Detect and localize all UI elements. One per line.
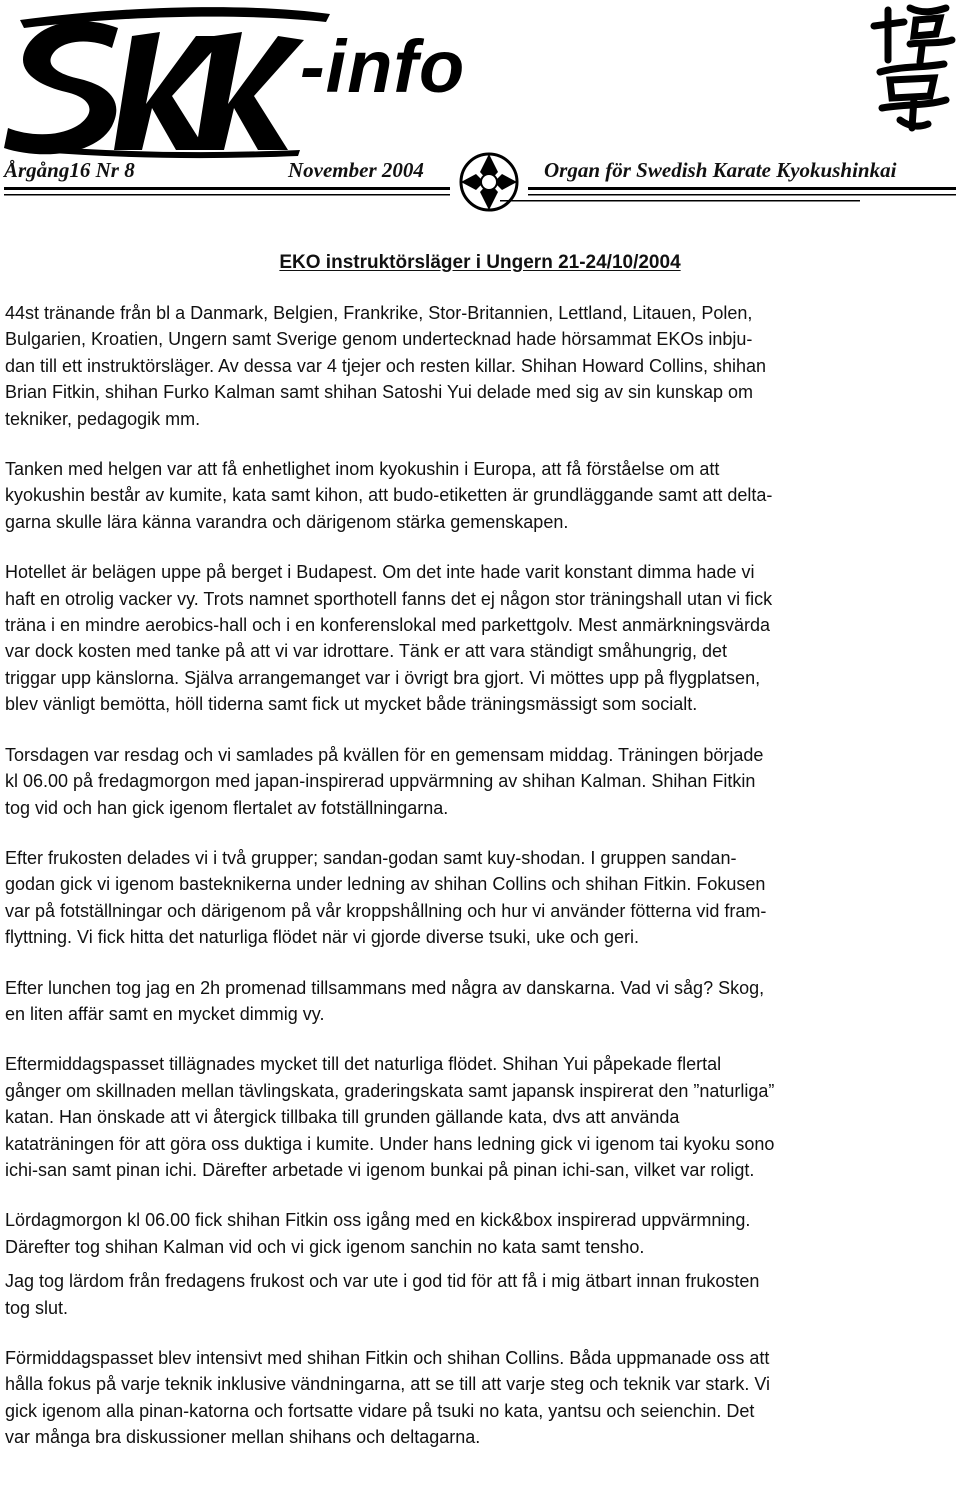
paragraph-line: 44st tränande från bl a Danmark, Belgien, Frankrike, Stor-Britannien, Lettland, Litauen, Polen, [5, 303, 753, 323]
paragraph-line: Efter frukosten delades vi i två grupper; sandan-godan samt kuy-shodan. I gruppen sandan- [5, 847, 737, 868]
paragraph-line: tekniker, pedagogik mm. [5, 408, 201, 429]
paragraph-line: var dock kosten med tanke på att vi var idrottare. Tänk er att vara ständigt småhungrig, det [5, 641, 728, 662]
paragraph-line: kataträningen för att göra oss duktiga i kumite. Under hans ledning gick vi igenom tai kyoku sono [5, 1133, 775, 1154]
paragraph-line: garna skulle lära känna varandra och därigenom stärka gemenskapen. [5, 511, 569, 532]
paragraph-line: var på fotställningar och därigenom på vår kroppshållning och hur vi använder fötterna vid fram- [5, 900, 767, 921]
paragraph-line: Tanken med helgen var att få enhetlighet inom kyokushin i Europa, att få förståelse om att [5, 459, 720, 480]
paragraph-line: katan. Han önskade att vi återgick tillbaka till grunden gällande kata, dvs att använda [5, 1107, 680, 1128]
logo-suffix: -info [300, 25, 466, 108]
paragraph-line: dan till ett instruktörsläger. Av dessa var 4 tjejer och resten killar. Shihan Howard Collins, shihan [5, 355, 767, 376]
paragraph-line: triggar upp känslorna. Själva arrangemanget var i övrigt bra gjort. Vi möttes upp på flygplatsen, [5, 667, 761, 688]
paragraph-line: Hotellet är belägen uppe på berget i Budapest. Om det inte hade varit konstant dimma hade vi [5, 562, 755, 583]
paragraph-line: tog vid och han gick igenom flertalet av fotställningarna. [5, 797, 449, 818]
paragraph-line: Jag tog lärdom från fredagens frukost och var ute i god tid för att få i mig ätbart innan frukosten [5, 1271, 760, 1292]
masthead [0, 0, 960, 215]
paragraph-line: Eftermiddagspasset tillägnades mycket till det naturliga flödet. Shihan Yui påpekade flertal [5, 1054, 722, 1075]
paragraph-line: haft en otrolig vacker vy. Trots namnet sporthotell fanns det ej någon stor träningshall utan vi fick [5, 588, 773, 609]
paragraph-line: var många bra diskussioner mellan shihans och deltagarna. [5, 1427, 481, 1448]
paragraph-line: en liten affär samt en mycket dimmig vy. [5, 1003, 325, 1024]
paragraph-line: Förmiddagspasset blev intensivt med shihan Fitkin och shihan Collins. Båda uppmanade oss att [5, 1348, 770, 1368]
paragraph-line: blev vänligt bemötta, höll tiderna samt fick ut mycket både träningsmässigt som socialt. [5, 694, 698, 715]
paragraph-line: träna i en mindre aerobics-hall och i en konferenslokal med parkettgolv. Mest anmärkningsvärda [5, 615, 771, 636]
paragraph-line: Därefter tog shihan Kalman vid och vi gick igenom sanchin no kata samt tensho. [5, 1236, 645, 1257]
paragraph-line: ichi-san samt pinan ichi. Därefter arbetade vi igenom bunkai på pinan ichi-san, vilket var roligt. [5, 1159, 755, 1180]
paragraph-line: gick igenom alla pinan-katorna och fortsatte vidare på tsuki no kata, yantsu och seienchin. Det [5, 1400, 755, 1421]
paragraph-line: kl 06.00 på fredagmorgon med japan-inspirerad uppvärmning av shihan Kalman. Shihan Fitkin [5, 771, 756, 792]
paragraph-line: kyokushin består av kumite, kata samt kihon, att budo-etiketten är grundläggande samt att delta- [5, 485, 773, 506]
paragraph-line: godan gick vi igenom basteknikerna under ledning av shihan Collins och shihan Fitkin. Fokusen [5, 874, 766, 895]
organ-label: Organ för Swedish Karate Kyokushinkai [544, 158, 897, 182]
paragraph-line: Lördagmorgon kl 06.00 fick shihan Fitkin oss igång med en kick&box inspirerad uppvärmning. [5, 1210, 751, 1231]
issue-number: Årgång16 Nr 8 [4, 158, 135, 182]
paragraph-line: flyttning. Vi fick hitta det naturliga flödet när vi gjorde diverse tsuki, uke och geri. [5, 927, 639, 948]
header-divider [0, 185, 960, 205]
paragraph-line: Bulgarien, Kroatien, Ungern samt Sverige genom undertecknad hade hörsammat EKOs inbju- [5, 329, 753, 350]
article-title: EKO instruktörsläger i Ungern 21-24/10/2004 [279, 252, 681, 273]
issue-date: November 2004 [288, 158, 424, 182]
paragraph-line: gånger om skillnaden mellan tävlingskata, graderingskata samt japansk inspirerat den ”naturliga” [5, 1080, 775, 1101]
article-body [5, 300, 955, 1451]
paragraph-line: tog slut. [5, 1297, 69, 1318]
paragraph-line: Torsdagen var resdag och vi samlades på kvällen för en gemensam middag. Träningen började [5, 744, 764, 765]
paragraph-line: hålla fokus på varje teknik inklusive vändningarna, att se till att varje steg och teknik var stark. Vi [5, 1374, 771, 1395]
paragraph-line: Efter lunchen tog jag en 2h promenad tillsammans med några av danskarna. Vad vi såg? Skog, [5, 977, 765, 998]
kanji-calligraphy [860, 0, 960, 135]
paragraph-line: Brian Fitkin, shihan Furko Kalman samt shihan Satoshi Yui delade med sig av sin kunskap om [5, 382, 754, 403]
